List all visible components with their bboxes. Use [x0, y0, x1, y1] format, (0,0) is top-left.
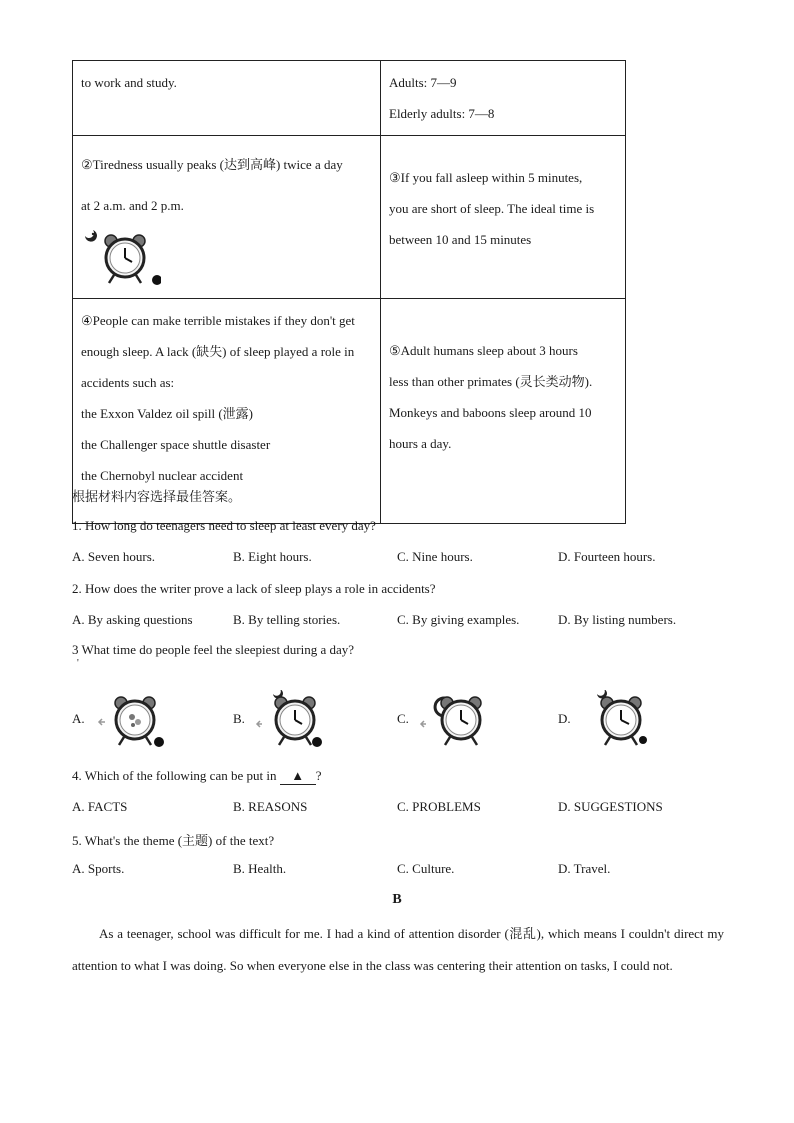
q1-option-c[interactable]: C. Nine hours. — [397, 549, 473, 564]
table-cell — [73, 61, 381, 136]
cell-text: Monkeys and baboons sleep around 10 — [389, 405, 592, 420]
sun-dot-icon — [152, 275, 161, 285]
instruction-text: 根据材料内容选择最佳答案。 — [72, 490, 242, 505]
facts-table — [72, 60, 626, 524]
question-1-stem: 1. How long do teenagers need to sleep at least every day? — [72, 518, 376, 533]
alarm-clock-icon — [95, 690, 175, 748]
sun-dot-icon — [154, 737, 164, 747]
alarm-clock-icon — [419, 690, 499, 748]
cell-text: you are short of sleep. The ideal time is — [389, 201, 595, 216]
question-4-text: 4. Which of the following can be put in — [72, 768, 280, 783]
arrow-left-icon — [257, 721, 262, 727]
table-cell — [73, 136, 381, 299]
cell-text: less than other primates (灵长类动物). — [389, 374, 593, 389]
cell-text: ②Tiredness usually peaks (达到高峰) twice a day — [81, 157, 343, 172]
q1-option-a[interactable]: A. Seven hours. — [72, 549, 156, 564]
option-label: C. — [397, 711, 409, 726]
option-label: B. — [233, 711, 245, 726]
sun-dot-icon — [312, 737, 322, 747]
cell-text: at 2 a.m. and 2 p.m. — [81, 198, 184, 213]
q4-option-c[interactable]: C. PROBLEMS — [397, 799, 481, 814]
table-cell — [381, 61, 626, 136]
q5-option-c[interactable]: C. Culture. — [397, 861, 455, 876]
cell-text: ④People can make terrible mistakes if they don't get — [81, 313, 355, 328]
arrow-left-icon — [99, 719, 105, 725]
q5-option-b[interactable]: B. Health. — [233, 861, 287, 876]
q2-option-c[interactable]: C. By giving examples. — [397, 612, 520, 627]
q5-option-a[interactable]: A. Sports. — [72, 861, 125, 876]
section-b-title: B — [392, 892, 402, 907]
answer-blank: ▲ — [280, 768, 316, 785]
question-5-stem: 5. What's the theme (主题) of the text? — [72, 833, 275, 848]
cell-text: Elderly adults: 7—8 — [389, 106, 495, 121]
cell-text: accidents such as: — [81, 375, 175, 390]
cell-text: ③If you fall asleep within 5 minutes, — [389, 170, 583, 185]
q1-option-b[interactable]: B. Eight hours. — [233, 549, 312, 564]
moon-icon — [85, 230, 97, 242]
sun-dot-icon — [639, 736, 647, 744]
q4-option-d[interactable]: D. SUGGESTIONS — [558, 799, 663, 814]
question-4-stem — [72, 768, 322, 785]
table-cell — [381, 136, 626, 299]
q2-option-a[interactable]: A. By asking questions — [72, 612, 193, 627]
table-cell — [381, 299, 626, 524]
q2-option-d[interactable]: D. By listing numbers. — [558, 612, 677, 627]
cell-text: the Challenger space shuttle disaster — [81, 437, 271, 452]
table-row — [73, 136, 626, 299]
cell-text: Adults: 7—9 — [389, 75, 457, 90]
q3-option-a[interactable] — [72, 690, 175, 748]
alarm-clock-icon — [85, 226, 161, 288]
cell-text: the Chernobyl nuclear accident — [81, 468, 244, 483]
cell-text: the Exxon Valdez oil spill (泄露) — [81, 406, 253, 421]
q3-option-b[interactable] — [233, 690, 335, 748]
cell-text: enough sleep. A lack (缺失) of sleep played a role in — [81, 344, 355, 359]
speck-mark: ' — [77, 658, 79, 669]
cell-text: hours a day. — [389, 436, 452, 451]
question-4-end: ? — [315, 768, 322, 783]
option-label: D. — [558, 711, 571, 726]
q4-option-b[interactable]: B. REASONS — [233, 799, 308, 814]
option-label: A. — [72, 711, 85, 726]
cell-text: ⑤Adult humans sleep about 3 hours — [389, 343, 578, 358]
q2-option-b[interactable]: B. By telling stories. — [233, 612, 341, 627]
passage-paragraph: As a teenager, school was difficult for me. I had a kind of attention disorder (混乱), which means I couldn't direct my attention to what I was doing. So when everyone else in the class was centering their attention on tasks, I could not. — [72, 926, 724, 973]
alarm-clock-icon — [581, 690, 661, 748]
arrow-left-icon — [421, 721, 426, 727]
question-2-stem: 2. How does the writer prove a lack of sleep plays a role in accidents? — [72, 581, 436, 596]
table-row — [73, 61, 626, 136]
alarm-clock-icon — [255, 690, 335, 748]
question-3-stem: 3 What time do people feel the sleepiest during a day? — [72, 642, 355, 657]
q3-option-c[interactable] — [397, 690, 499, 748]
q4-option-a[interactable]: A. FACTS — [72, 799, 128, 814]
cell-text: between 10 and 15 minutes — [389, 232, 532, 247]
q3-option-d[interactable] — [558, 690, 661, 748]
section-b-passage — [72, 918, 724, 981]
q1-option-d[interactable]: D. Fourteen hours. — [558, 549, 656, 564]
q5-option-d[interactable]: D. Travel. — [558, 861, 611, 876]
cell-text: to work and study. — [81, 75, 177, 90]
